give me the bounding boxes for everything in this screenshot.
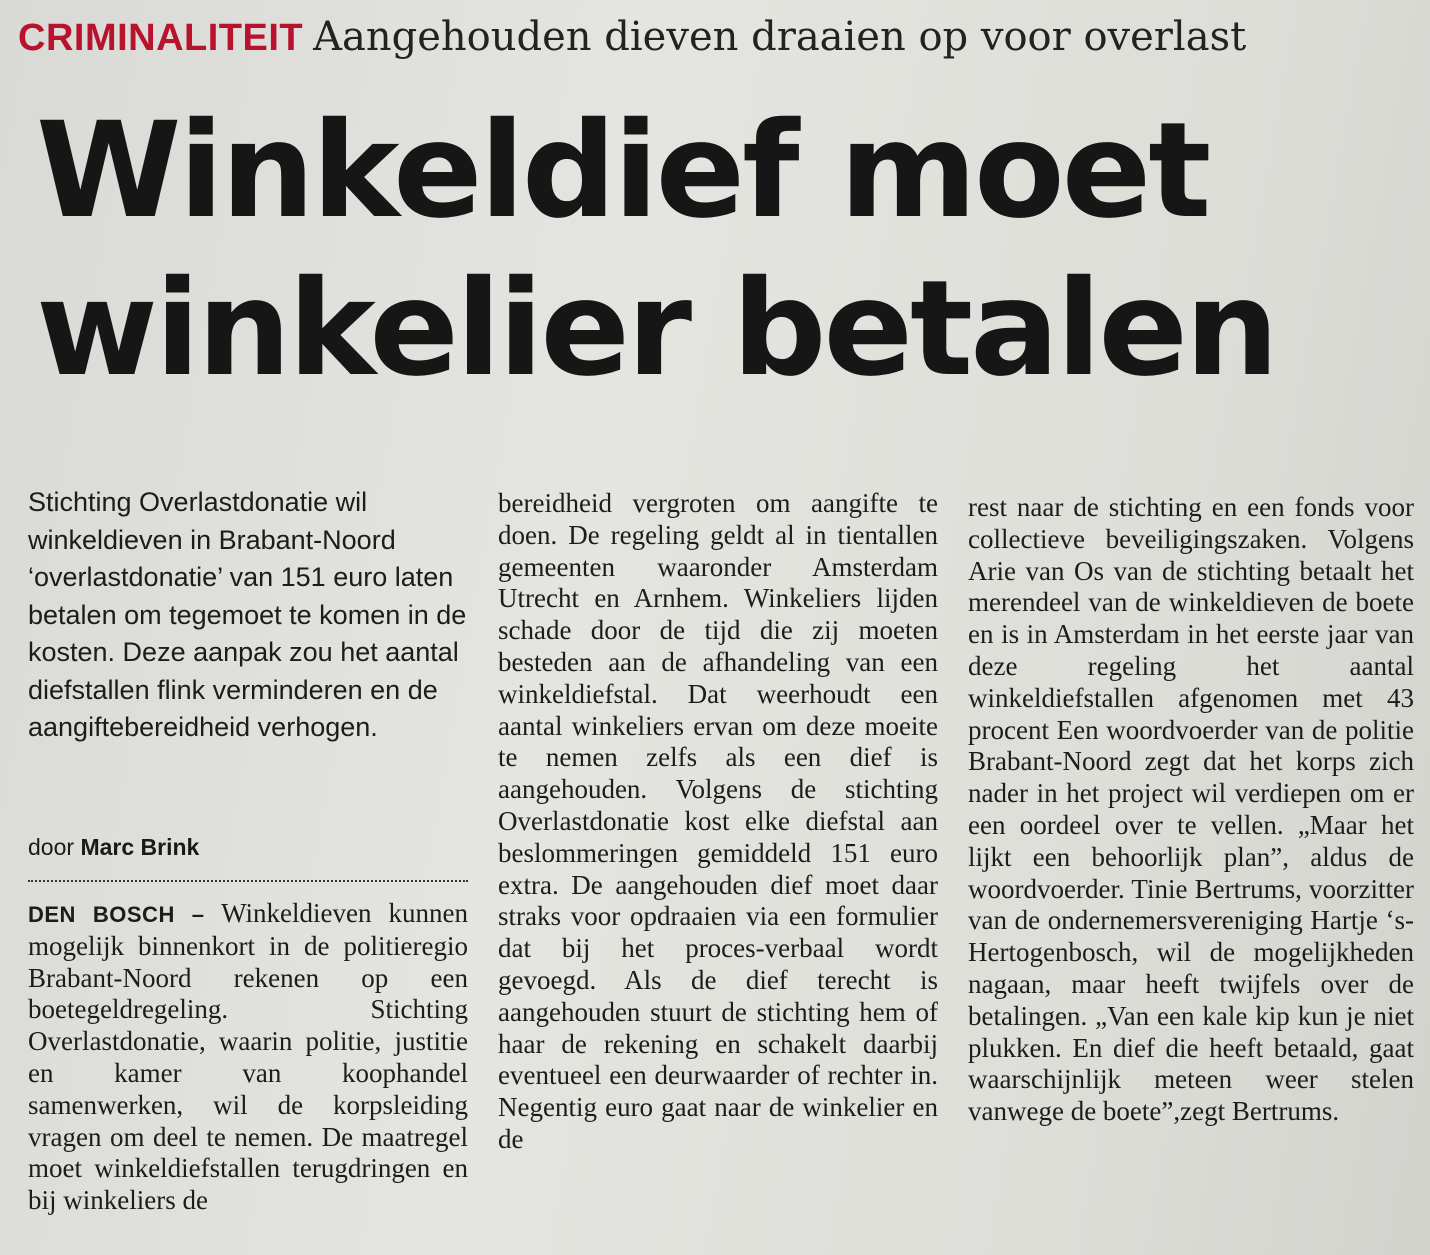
headline (36, 92, 1276, 408)
article-intro: Stichting Overlastdonatie wil winkeldieven in Brabant-Noord ‘overlastdonatie’ van 151 euro laten betalen om tegemoet te komen in de kosten. Deze aanpak zou het aantal diefstallen flink verminderen en de aangiftebereidheid verhogen. (28, 487, 467, 742)
kicker (18, 14, 1246, 60)
body-text-col-1-content: Winkeldieven kunnen mogelijk binnenkort in de politieregio Brabant-Noord rekenen op een boetegeldregeling. Stichting Overlastdonatie, waarin politie, justitie en kamer van koophandel samenwerken, wil de korpsleiding vragen om deel te nemen. De maatregel moet winkeldiefstallen terugdringen en bij winkeliers de (28, 898, 469, 1216)
article-column-1 (28, 484, 469, 1216)
byline-prefix: door (28, 834, 75, 860)
article-column-3 (968, 492, 1414, 1128)
body-text-col-1 (28, 898, 468, 1217)
article-column-2 (498, 488, 938, 1156)
body-text-col-3: rest naar de stichting en een fonds voor collectieve beveiligingszaken. Volgens Arie van Os van de stichting betaalt het merendeel van de winkeldieven de boete en is in Amsterdam in het eerste jaar van deze regeling het aantal winkeldiefstallen afgenomen met 43 procent Een woordvoerder van de politie Brabant-Noord zegt dat het korps zich nader in het project wil verdiepen om er een oordeel over te vellen. „Maar het lijkt een behoorlijk plan”, aldus de woordvoerder. Tinie Bertrums, voorzitter van de ondernemersvereniging Hartje ‘s-Hertogenbosch, wil de mogelijkheden nagaan, maar heeft twijfels over de betalingen. „Van een kale kip kun je niet plukken. En dief die heeft betaald, gaat waarschijnlijk meteen weer stelen vanwege de boete”,zegt Bertrums. (968, 492, 1414, 1127)
byline (28, 834, 199, 861)
dateline: DEN BOSCH – (28, 902, 205, 927)
headline-line-1: Winkeldief moet (36, 94, 1209, 248)
subheadline: Aangehouden dieven draaien op voor overlast (313, 14, 1247, 60)
dotted-divider (28, 880, 468, 882)
body-text-col-2: bereidheid vergroten om aangifte te doen. De regeling geldt al in tientallen gemeenten waaronder Amsterdam Utrecht en Arnhem. Winkeliers lijden schade door de tijd die zij moeten besteden aan de afhandeling van een winkeldiefstal. Dat weerhoudt een aantal winkeliers ervan om deze moeite te nemen zelfs als een dief is aangehouden. Volgens de stichting Overlastdonatie kost elke diefstal aan beslommeringen gemiddeld 151 euro extra. De aangehouden dief moet daar straks voor opdraaien via een formulier dat bij het proces-verbaal wordt gevoegd. Als de dief terecht is aangehouden stuurt de stichting hem of haar de rekening en schakelt daarbij eventueel een deurwaarder of rechter in. Negentig euro gaat naar de winkelier en de (498, 488, 938, 1154)
section-label: CRIMINALITEIT (18, 17, 304, 59)
byline-author: Marc Brink (80, 834, 200, 860)
headline-line-2: winkelier betalen (36, 252, 1276, 406)
